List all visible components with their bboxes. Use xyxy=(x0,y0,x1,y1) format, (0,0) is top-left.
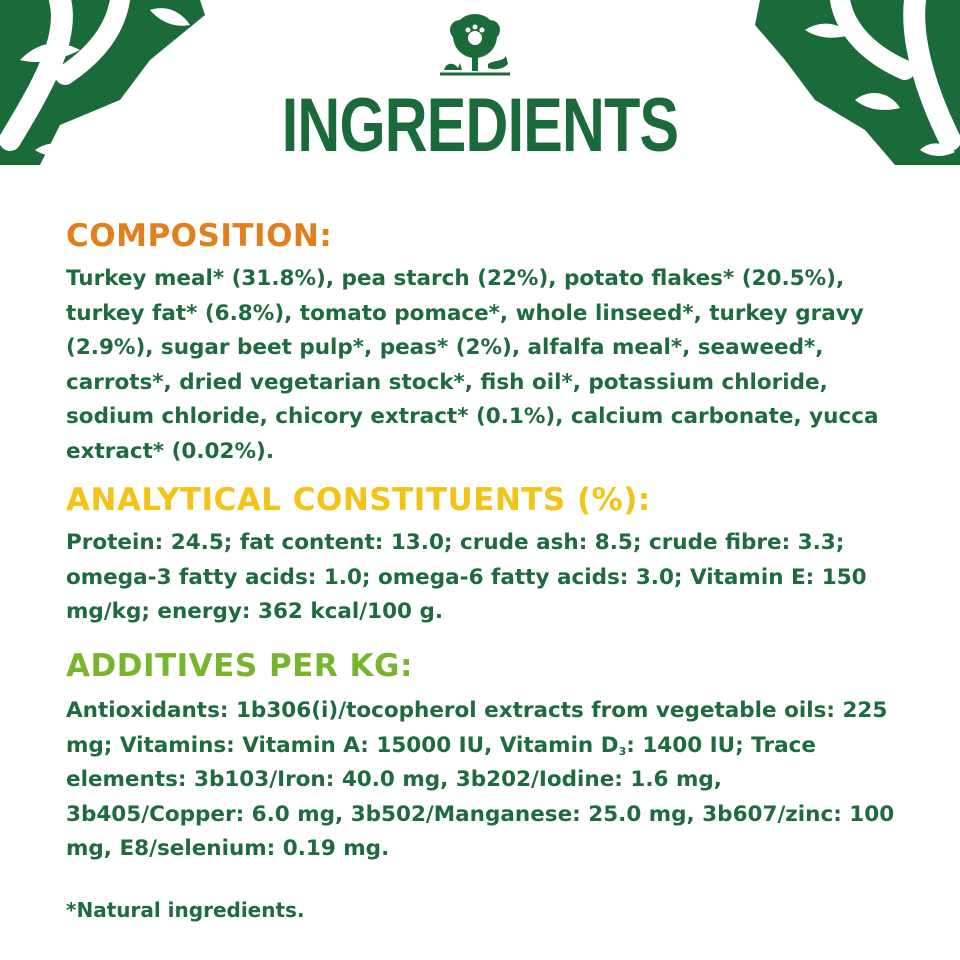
analytical-constituents-section xyxy=(66,478,896,630)
additives-heading: ADDITIVES PER KG: xyxy=(66,648,413,684)
analytical-constituents-heading: ANALYTICAL CONSTITUENTS (%): xyxy=(66,482,651,518)
vitamin-d-subscript: 3 xyxy=(618,744,627,758)
additives-text-part2: : 1400 IU; Trace elements: 3b103/Iron: 40.0 mg, 3b202/Iodine: 1.6 mg, 3b405/Copper: 6.0 mg, 3b502/Manganese: 25.0 mg, 3b607/zinc: 100 mg, E8/selenium: 0.19 mg. xyxy=(66,732,895,861)
composition-heading: COMPOSITION: xyxy=(66,218,333,254)
natural-ingredients-footnote: *Natural ingredients. xyxy=(66,898,305,922)
composition-section xyxy=(66,214,896,469)
page-title: INGREDIENTS xyxy=(281,83,679,168)
additives-text xyxy=(66,694,896,867)
analytical-constituents-text: Protein: 24.5; fat content: 13.0; crude ash: 8.5; crude fibre: 3.3; omega-3 fatty acids: 1.0; omega-6 fatty acids: 3.0; Vitamin E: 150 mg/kg; energy: 362 kcal/100 g. xyxy=(66,530,867,624)
composition-text: Turkey meal* (31.8%), pea starch (22%), potato flakes* (20.5%), turkey fat* (6.8%), tomato pomace*, whole linseed*, turkey gravy (2.9%), sugar beet pulp*, peas* (2%), alfalfa meal*, seaweed*, carrots*, dried vegetarian stock*, fish oil*, potassium chloride, sodium chloride, chicory extract* (0.1%), calcium carbonate, yucca extract* (0.02%). xyxy=(66,266,879,464)
additives-text-part1: Antioxidants: 1b306(i)/tocopherol extracts from vegetable oils: 225 mg; Vitamins: Vitamin A: 15000 IU, Vitamin D xyxy=(66,698,888,758)
tree-with-cat-and-dog-logo-icon xyxy=(430,8,520,88)
header-banner xyxy=(0,0,960,168)
additives-section xyxy=(66,644,896,867)
